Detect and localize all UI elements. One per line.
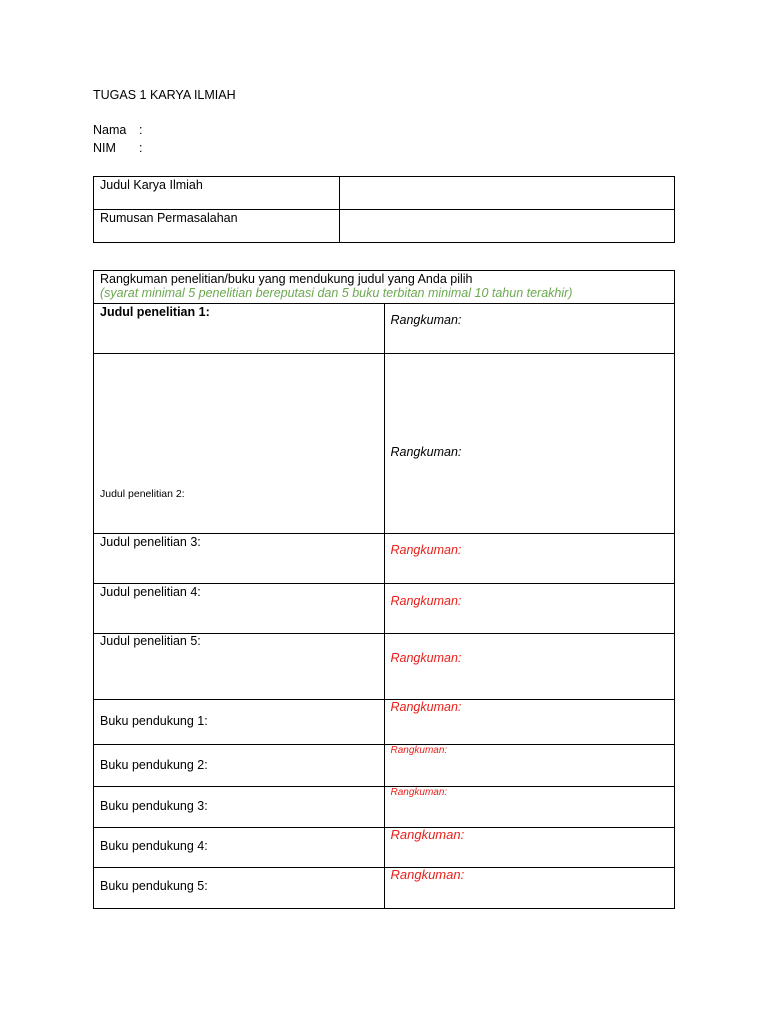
row-right-label: Rangkuman: <box>390 445 462 459</box>
table-cell <box>94 868 385 909</box>
row-left-label: Judul penelitian 5: <box>100 634 201 648</box>
table-cell <box>94 584 385 634</box>
table-row <box>94 787 675 828</box>
judul-karya-label: Judul Karya Ilmiah <box>100 178 203 192</box>
row-right-label: Rangkuman: <box>390 651 462 665</box>
table-cell <box>94 534 385 584</box>
table-cell <box>94 304 385 354</box>
rumusan-input-cell[interactable] <box>340 210 675 243</box>
table-cell <box>94 634 385 700</box>
row-right-label: Rangkuman: <box>390 787 448 798</box>
field-nim-separator: : <box>139 141 143 155</box>
field-nim-label: NIM <box>93 141 116 155</box>
row-left-label: Buku pendukung 3: <box>100 799 208 813</box>
table-row <box>94 354 675 534</box>
table-row <box>94 534 675 584</box>
table-cell <box>94 210 340 243</box>
table-cell[interactable] <box>384 534 675 584</box>
row-left-label: Judul penelitian 3: <box>100 535 201 549</box>
table-cell <box>94 177 340 210</box>
table-cell <box>94 700 385 745</box>
document-title: TUGAS 1 KARYA ILMIAH <box>93 88 236 102</box>
table-cell <box>94 354 385 534</box>
table-header-row <box>94 271 675 304</box>
row-right-label: Rangkuman: <box>390 700 462 714</box>
table-cell <box>94 787 385 828</box>
table-row <box>94 584 675 634</box>
table-cell[interactable] <box>384 354 675 534</box>
field-nama-label: Nama <box>93 123 127 137</box>
table-cell[interactable] <box>384 868 675 909</box>
table-cell[interactable] <box>384 634 675 700</box>
table-row <box>94 745 675 787</box>
row-right-label: Rangkuman: <box>390 594 462 608</box>
row-right-label: Rangkuman: <box>390 313 462 327</box>
table-row <box>94 304 675 354</box>
table-cell[interactable] <box>384 700 675 745</box>
table-row <box>94 828 675 868</box>
rumusan-label: Rumusan Permasalahan <box>100 211 238 225</box>
row-left-label: Buku pendukung 2: <box>100 758 208 772</box>
table-cell[interactable] <box>384 828 675 868</box>
table-row <box>94 868 675 909</box>
row-left-label: Judul penelitian 1: <box>100 305 210 319</box>
table-cell[interactable] <box>384 304 675 354</box>
table-cell[interactable] <box>384 787 675 828</box>
row-right-label: Rangkuman: <box>390 543 462 557</box>
summary-note: (syarat minimal 5 penelitian bereputasi dan 5 buku terbitan minimal 10 tahun terakhir) <box>100 286 573 300</box>
field-nim <box>93 141 142 155</box>
judul-karya-input-cell[interactable] <box>340 177 675 210</box>
table-cell <box>94 745 385 787</box>
field-nama <box>93 123 142 137</box>
table-row <box>94 700 675 745</box>
table-cell <box>94 828 385 868</box>
field-nama-separator: : <box>139 123 143 137</box>
table-cell[interactable] <box>384 745 675 787</box>
summary-table <box>93 270 675 909</box>
row-left-label: Buku pendukung 4: <box>100 839 208 853</box>
row-left-label: Buku pendukung 5: <box>100 879 208 893</box>
table-row <box>94 210 675 243</box>
row-right-label: Rangkuman: <box>390 867 465 882</box>
table-row <box>94 634 675 700</box>
row-right-label: Rangkuman: <box>390 827 465 842</box>
summary-header-text: Rangkuman penelitian/buku yang mendukung judul yang Anda pilih <box>100 272 473 286</box>
table-header-cell <box>94 271 675 304</box>
row-left-label: Judul penelitian 2: <box>100 488 185 500</box>
row-left-label: Judul penelitian 4: <box>100 585 201 599</box>
row-left-label: Buku pendukung 1: <box>100 714 208 728</box>
row-right-label: Rangkuman: <box>390 745 448 756</box>
info-table <box>93 176 675 243</box>
table-cell[interactable] <box>384 584 675 634</box>
table-row <box>94 177 675 210</box>
